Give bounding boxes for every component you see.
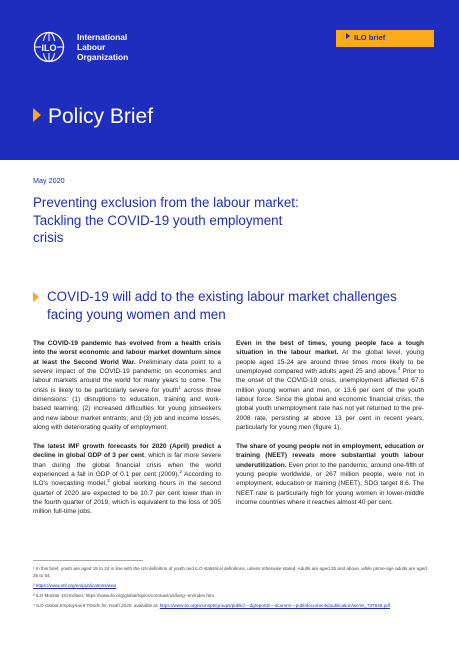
body-text: Prior to the onset of the COVID-19 crisis, unemployment affected 67.6 million young women and men, or 13.6 per cent of the youth labour force. Since the global and economic financial crisis, the global youth unemployment rate has not yet returned to the pre-2008 rate, persisting at above 13 per cent in recent years, particularly for young men (figure 1). <box>236 368 424 432</box>
org-line-1: International <box>77 32 128 42</box>
org-line-3: Organization <box>77 52 129 62</box>
hero-title-text: Policy Brief <box>48 105 154 128</box>
footnote-ref[interactable]: 1 <box>178 384 181 390</box>
footnote-4 <box>33 603 433 610</box>
org-name <box>77 32 128 62</box>
footnote-2-link[interactable]: ² https://www.imf.org/en/publications/weo <box>33 583 117 588</box>
ilo-logo-icon <box>33 31 65 63</box>
lead-sentence: The latest IMF growth forecasts for 2020 (April) predict a decline in global GDP of 3 per cent <box>33 442 221 460</box>
footnote-ref[interactable]: 4 <box>397 366 401 372</box>
footnote-text: , available at: <box>131 603 160 608</box>
lead-sentence: The COVID-19 pandemic has evolved from a health crisis into the worst economic and labour market downturn since at least the Second World War. <box>33 340 221 366</box>
footnote-3: ³ ILO Monitor 4rd Edition, https://www.ilo.org/global/topics/coronavirus/lang--en/index.htm <box>33 593 215 598</box>
hero-banner <box>0 0 459 160</box>
report-title: Global Employment Trends for Youth 2020 <box>44 603 132 608</box>
document-title: Preventing exclusion from the labour market: Tackling the COVID-19 youth employment crisis <box>33 195 299 245</box>
body-text: Preliminary data point to a severe impact of the COVID-19 pandemic on economies and labour markets around the world for many years to come. The crisis is likely to be particularly severe for youth <box>33 358 221 394</box>
lead-sentence: The share of young people not in employment, education or training (NEET) reveals more substantial youth labour underutilization. <box>236 442 424 469</box>
lead-sentence: Even in the best of times, young people face a tough situation in the labour market. <box>236 340 424 357</box>
tag-label: ILO brief <box>354 33 386 42</box>
hero-title <box>33 105 153 129</box>
publication-date: May 2020 <box>33 176 65 185</box>
paragraph <box>33 339 221 432</box>
section-heading-text: COVID-19 will add to the existing labour market challenges facing young women and men <box>47 289 397 322</box>
footnote-text: ⁴ ILO <box>33 603 45 608</box>
org-line-2: Labour <box>77 42 106 52</box>
body-text: across three dimensions: (1) disruptions to education, training and work-based learning; (2) increased difficulties for young jobseekers and new labour market entrants; and (3) job and income losses, along with deteriorating quality of employment. <box>33 386 222 432</box>
footnote-divider <box>33 560 143 561</box>
footnote-ref[interactable]: 2 <box>179 468 182 474</box>
body-text: Even prior to the pandemic, around one-fifth of young people worldwide, or 267 million people, were not in employment, education or training (NEET), SDG target 8.6. The NEET rate is particularly high for young women in lower-middle income countries where it reaches almost 40 per cent. <box>236 461 424 506</box>
triangle-right-icon <box>33 292 39 302</box>
triangle-right-icon <box>33 108 41 122</box>
paragraph <box>236 442 424 507</box>
body-text: , which is far more severe than during the global financial crisis when the world experienced a fall in GDP of 0.1 per cent (2009). <box>33 452 221 478</box>
footnote-ref[interactable]: 3 <box>107 478 110 484</box>
footnote-1: ¹ In this brief, youth are aged 15 to 24 in line with the UN definition of youth and ILO statistical definitions, unless otherwise stated. Adults are aged 25 and above, while prime-age adults are aged 25 to 54. <box>33 566 427 578</box>
svg-text:ILO: ILO <box>41 43 57 53</box>
section-heading <box>33 288 433 323</box>
paragraph <box>236 339 424 432</box>
ilo-brief-tag <box>336 30 434 47</box>
body-text: According to ILO's nowcasting model, <box>33 470 221 488</box>
triangle-right-icon <box>346 33 350 39</box>
left-column <box>33 339 221 526</box>
right-column <box>236 339 424 517</box>
body-text: At the global level, young people aged 15-24 are around three times more likely to be unemployed compared with adults aged 25 and above. <box>236 349 424 376</box>
paragraph <box>33 442 221 517</box>
footnote-2 <box>33 583 433 590</box>
footnote-4-link[interactable]: https://www.ilo.org/wcmsp5/groups/public/---dgreports/---dcomm/---publ/documents/publication/wcms_737648.pdf <box>159 603 390 608</box>
body-text: global working hours in the second quarter of 2020 are expected to be 10.7 per cent lower than in the fourth quarter of 2019, which is equivalent to the loss of 305 million full-time jobs. <box>33 480 221 516</box>
